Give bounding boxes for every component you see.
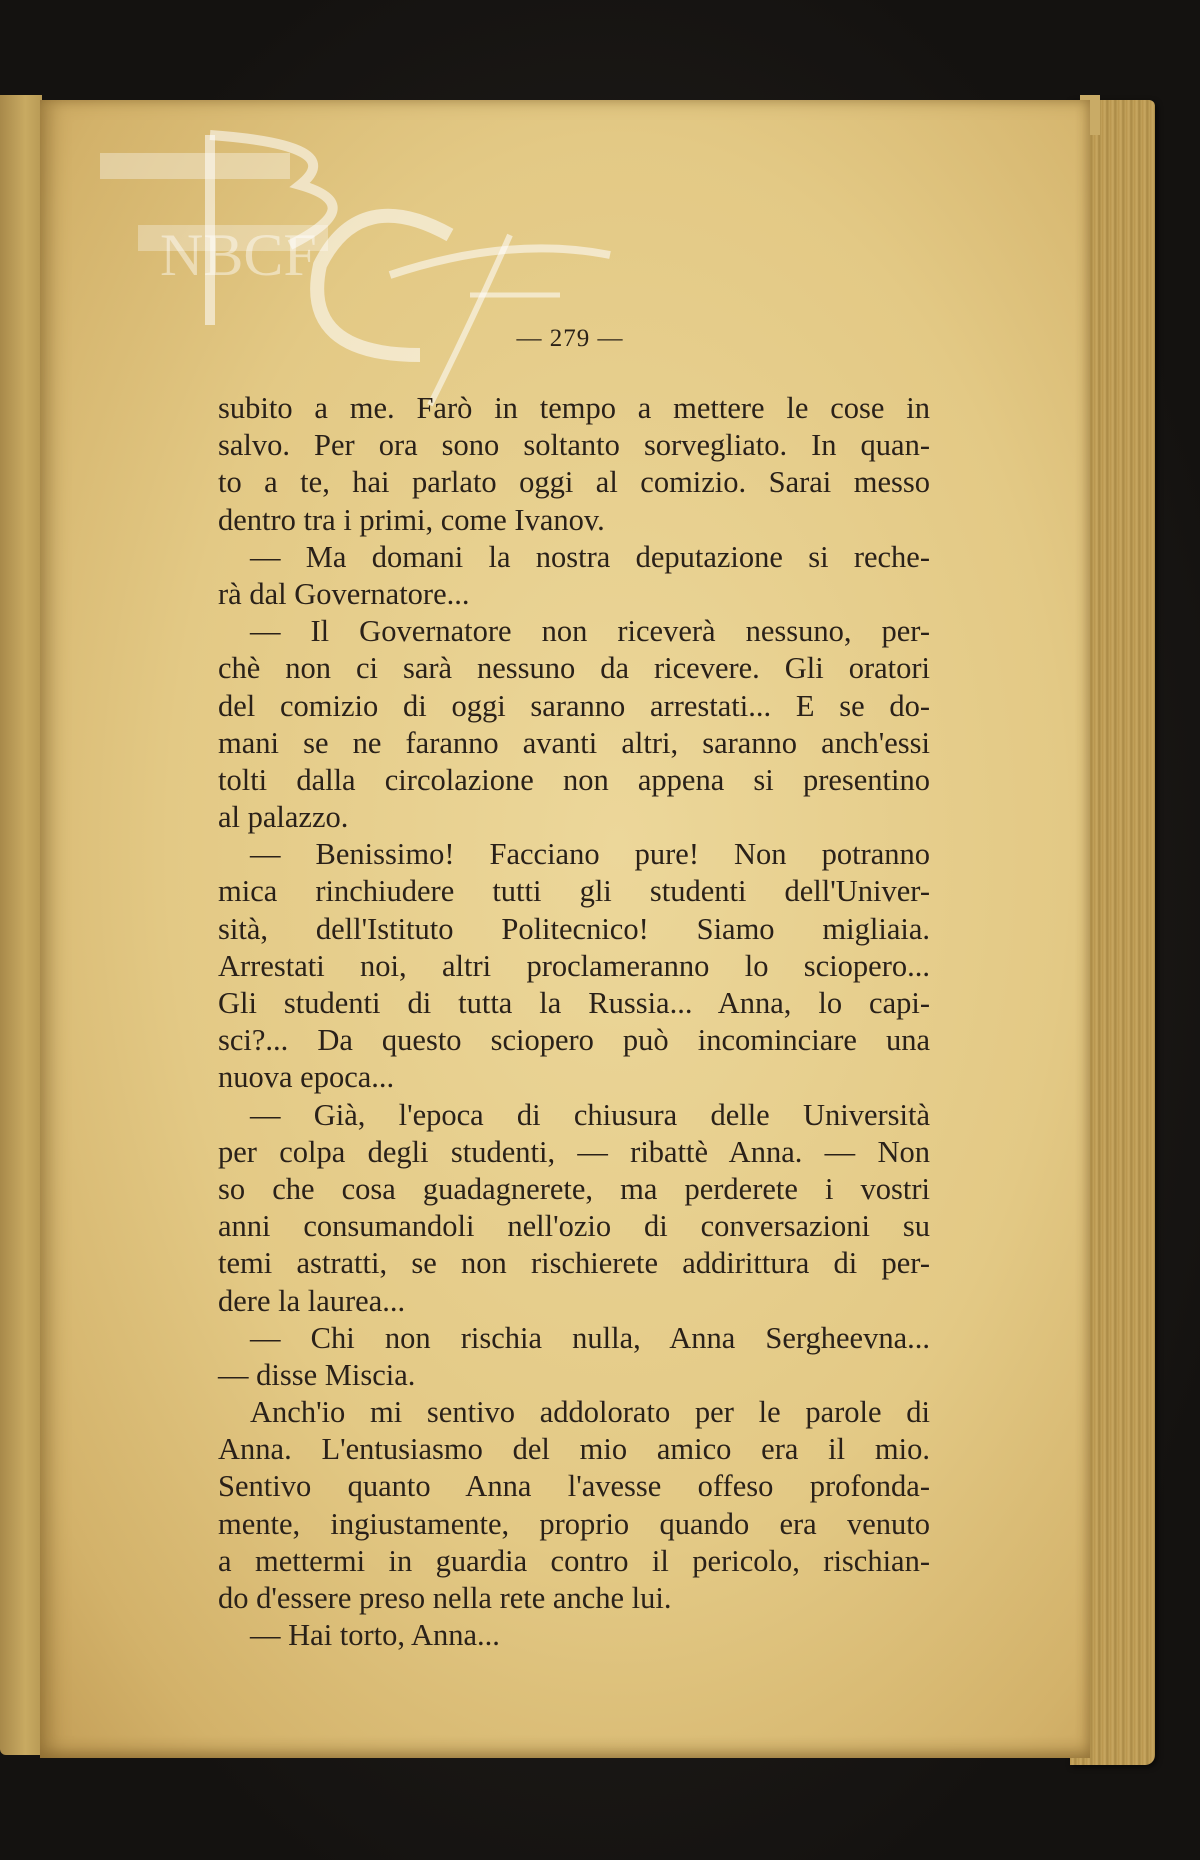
text-line: tolti dalla circolazione non appena si presentino [218, 762, 930, 797]
text-line: — Chi non rischia nulla, Anna Sergheevna... [250, 1320, 930, 1355]
text-line: — Già, l'epoca di chiusura delle Università [250, 1097, 930, 1132]
text-line: nuova epoca... [218, 1060, 395, 1095]
text-line: chè non ci sarà nessuno da ricevere. Gli oratori [218, 651, 930, 686]
library-watermark-logo [90, 125, 650, 425]
text-line: — disse Miscia. [218, 1357, 416, 1392]
text-line: do d'essere preso nella rete anche lui. [218, 1581, 672, 1615]
text-line: anni consumandoli nell'ozio di conversazioni su [218, 1209, 930, 1244]
text-line: a mettermi in guardia contro il pericolo, rischian- [218, 1543, 930, 1578]
text-line: mente, ingiustamente, proprio quando era venuto [218, 1506, 930, 1541]
text-line: sci?... Da questo sciopero può incominciare una [218, 1023, 930, 1058]
text-line: Anch'io mi sentivo addolorato per le parole di [250, 1395, 930, 1430]
text-line: dentro tra i primi, come Ivanov. [218, 502, 605, 537]
text-line: del comizio di oggi saranno arrestati... E se do- [218, 688, 930, 723]
text-line: sità, dell'Istituto Politecnico! Siamo migliaia. [218, 911, 930, 946]
book-page [40, 100, 1090, 1758]
text-line: Gli studenti di tutta la Russia... Anna, lo capi- [218, 986, 930, 1020]
text-line: Sentivo quanto Anna l'avesse offeso profonda- [218, 1469, 930, 1504]
text-line: per colpa degli studenti, — ribattè Anna. — Non [218, 1134, 930, 1169]
watermark-text: NBCF [160, 222, 317, 288]
text-line: salvo. Per ora sono soltanto sorvegliato. In quan- [218, 428, 930, 463]
left-page-edge [0, 95, 42, 1755]
text-line: Anna. L'entusiasmo del mio amico era il mio. [218, 1432, 930, 1467]
text-line: al palazzo. [218, 800, 349, 835]
page-number: — 279 — [516, 325, 624, 352]
text-line: — Hai torto, Anna... [250, 1618, 500, 1653]
text-line: so che cosa guadagnerete, ma perderete i vostri [218, 1171, 930, 1206]
text-line: to a te, hai parlato oggi al comizio. Sarai messo [218, 465, 930, 500]
text-line: — Il Governatore non riceverà nessuno, per- [250, 614, 930, 649]
text-line: — Ma domani la nostra deputazione si reche- [250, 539, 930, 574]
text-line: dere la laurea... [218, 1283, 406, 1318]
text-line: mica rinchiudere tutti gli studenti dell'Univer- [218, 874, 930, 909]
text-line: temi astratti, se non rischierete addirittura di per- [218, 1246, 930, 1281]
text-line: mani se ne faranno avanti altri, saranno anch'essi [218, 725, 930, 760]
text-line: rà dal Governatore... [218, 576, 470, 611]
page-body-text [218, 390, 930, 1654]
text-line: — Benissimo! Facciano pure! Non potranno [250, 837, 930, 872]
text-line: subito a me. Farò in tempo a mettere le cose in [218, 391, 930, 425]
text-line: Arrestati noi, altri proclameranno lo sciopero... [218, 948, 930, 983]
